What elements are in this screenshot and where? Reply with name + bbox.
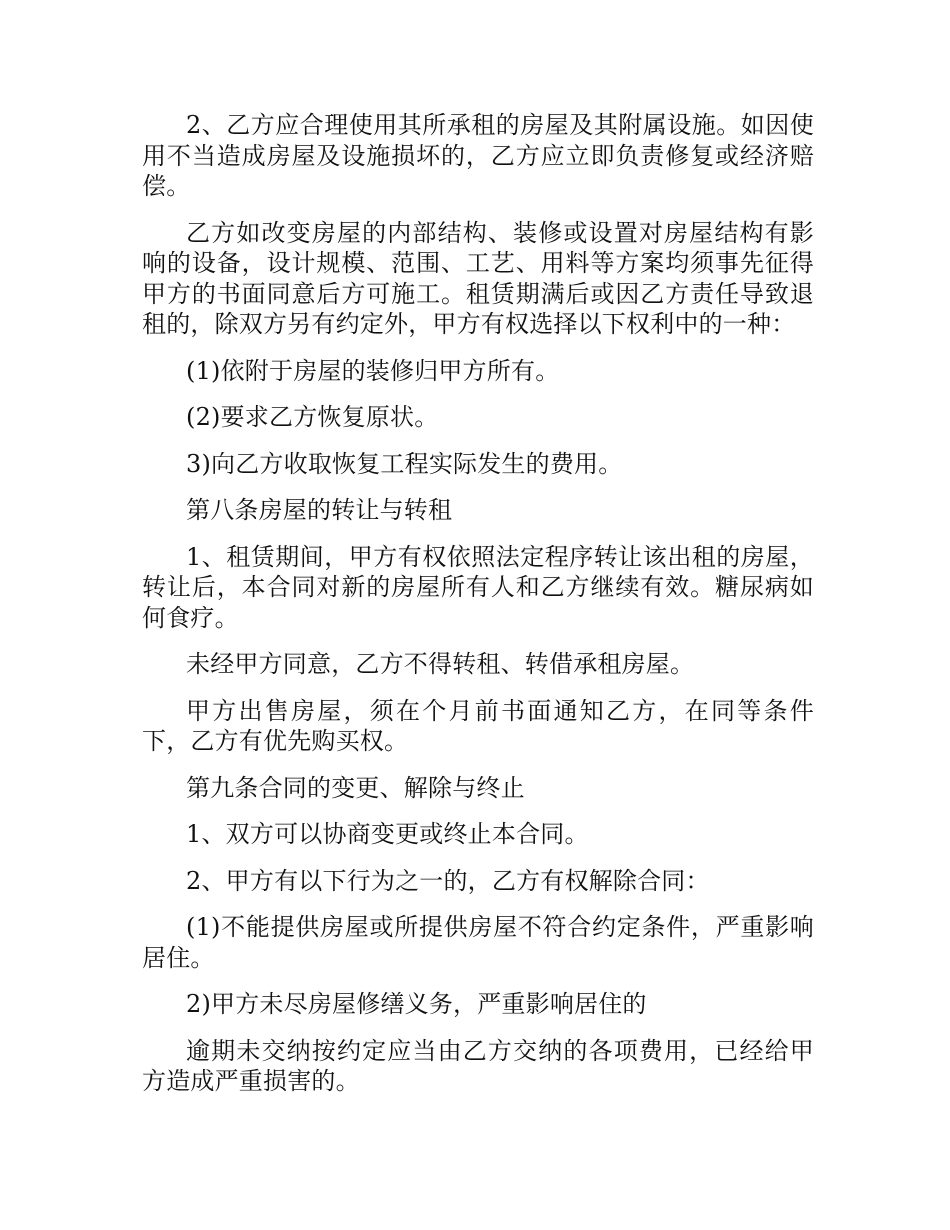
paragraph: 2)甲方未尽房屋修缮义务，严重影响居住的 [186,990,647,1018]
paragraph: (1)不能提供房屋或所提供房屋不符合约定条件，严重影响居住。 [142,913,814,972]
paragraph: 2、乙方应合理使用其所承租的房屋及其附属设施。如因使用不当造成房屋及设施损坏的，乙方应立即负责修复或经济赔偿。 [142,111,814,200]
section-heading-article-8: 第八条房屋的转让与转租 [186,496,453,524]
paragraph: 2、甲方有以下行为之一的，乙方有权解除合同： [186,866,710,895]
paragraph: 1、租赁期间，甲方有权依照法定程序转让该出租的房屋，转让后，本合同对新的房屋所有人和乙方继续有效。糖尿病如何食疗。 [142,542,814,632]
paragraph: (2)要求乙方恢复原状。 [186,403,439,431]
paragraph: 未经甲方同意，乙方不得转租、转借承租房屋。 [186,650,695,678]
paragraph: 3)向乙方收取恢复工程实际发生的费用。 [186,449,623,478]
paragraph: 乙方如改变房屋的内部结构、装修或设置对房屋结构有影响的设备，设计规模、范围、工艺、用料等方案均须事先征得甲方的书面同意后方可施工。租赁期满后或因乙方责任导致退租的，除双方另有约定外，甲方有权选择以下权利中的一种： [142,218,814,338]
paragraph: 1、双方可以协商变更或终止本合同。 [186,820,589,848]
section-heading-article-9: 第九条合同的变更、解除与终止 [186,773,525,802]
document-page [142,110,814,1113]
paragraph: (1)依附于房屋的装修归甲方所有。 [186,356,560,385]
paragraph: 甲方出售房屋，须在个月前书面通知乙方，在同等条件下，乙方有优先购买权。 [142,696,814,755]
paragraph: 逾期未交纳按约定应当由乙方交纳的各项费用，已经给甲方造成严重损害的。 [142,1036,814,1095]
